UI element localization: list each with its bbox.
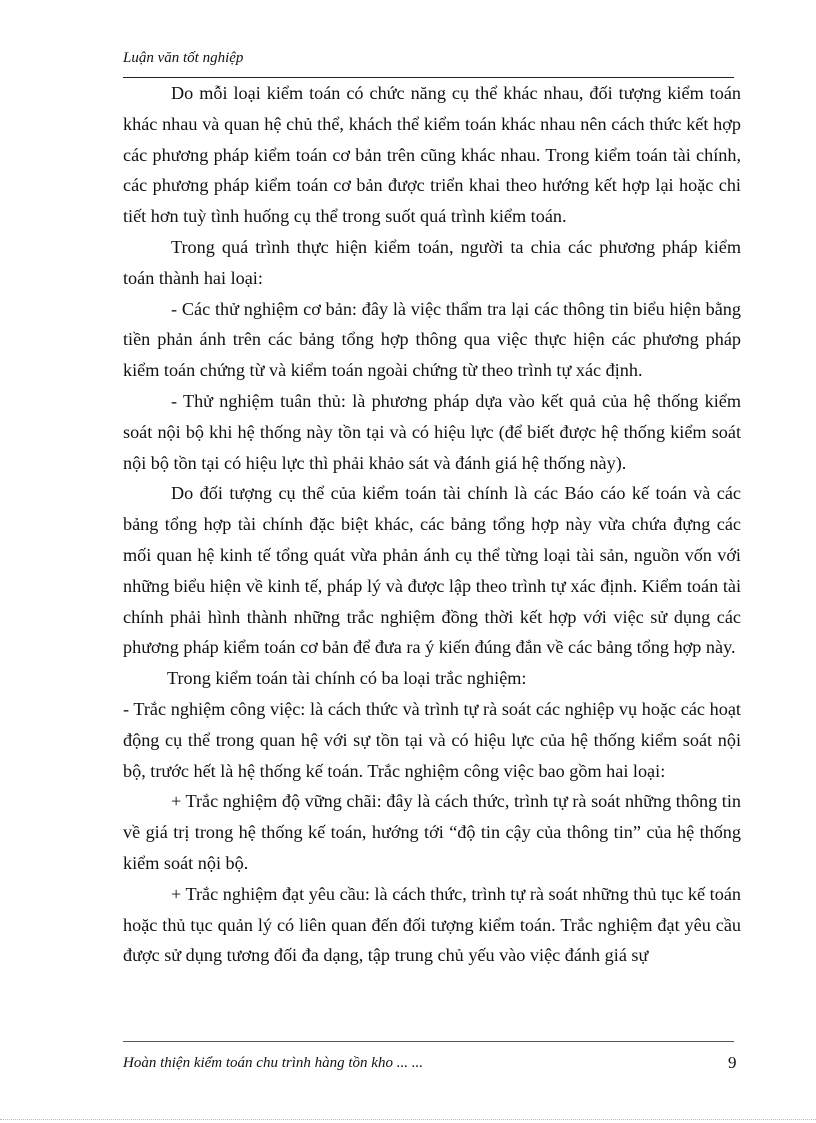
page-bottom-border (0, 1119, 816, 1120)
paragraph-1: Do mỗi loại kiểm toán có chức năng cụ thể khác nhau, đối tượng kiểm toán khác nhau và quan hệ chủ thể, khách thể kiểm toán khác nhau nên cách thức kết hợp các phương pháp kiểm toán cơ bản trên cũng khác nhau. Trong kiểm toán tài chính, các phương pháp kiểm toán cơ bản được triển khai theo hướng kết hợp lại hoặc chi tiết hơn tuỳ tình huống cụ thể trong suốt quá trình kiểm toán. (123, 83, 741, 227)
paragraph-4: - Thử nghiệm tuân thủ: là phương pháp dựa vào kết quả của hệ thống kiểm soát nội bộ khi hệ thống này tồn tại và có hiệu lực (để biết được hệ thống kiểm soát nội bộ tồn tại có hiệu lực thì phải khảo sát và đánh giá hệ thống này). (123, 390, 741, 473)
page-header: Luận văn tốt nghiệp (123, 50, 244, 66)
paragraph-2: Trong quá trình thực hiện kiểm toán, người ta chia các phương pháp kiểm toán thành hai loại: (123, 236, 741, 288)
page-footer: Hoàn thiện kiểm toán chu trình hàng tồn kho ... ... (123, 1055, 423, 1071)
paragraph-7: - Trắc nghiệm công việc: là cách thức và trình tự rà soát các nghiệp vụ hoặc các hoạt động cụ thể trong quan hệ với sự tồn tại và có hiệu lực của hệ thống kiểm soát nội bộ, trước hết là hệ thống kế toán. Trắc nghiệm công việc bao gồm hai loại: (123, 698, 741, 781)
paragraph-6: Trong kiểm toán tài chính có ba loại trắc nghiệm: (167, 668, 527, 689)
footer-divider (123, 1041, 734, 1042)
paragraph-5: Do đối tượng cụ thể của kiểm toán tài chính là các Báo cáo kế toán và các bảng tổng hợp tài chính đặc biệt khác, các bảng tổng hợp này vừa chứa đựng các mối quan hệ kinh tế tổng quát vừa phản ánh cụ thể từng loại tài sản, nguồn vốn với những biểu hiện về kinh tế, pháp lý và được lập theo trình tự xác định. Kiểm toán tài chính phải hình thành những trắc nghiệm đồng thời kết hợp với việc sử dụng các phương pháp kiểm toán cơ bản để đưa ra ý kiến đúng đắn về các bảng tổng hợp này. (123, 483, 741, 658)
paragraph-9: + Trắc nghiệm đạt yêu cầu: là cách thức, trình tự rà soát những thủ tục kế toán hoặc thủ tục quản lý có liên quan đến đối tượng kiểm toán. Trắc nghiệm đạt yêu cầu được sử dụng tương đối đa dạng, tập trung chủ yếu vào việc đánh giá sự (123, 883, 741, 966)
page-number: 9 (728, 1053, 737, 1072)
paragraph-8: + Trắc nghiệm độ vững chãi: đây là cách thức, trình tự rà soát những thông tin về giá trị trong hệ thống kế toán, hướng tới “độ tin cậy của thông tin” của hệ thống kiểm soát nội bộ. (123, 791, 741, 873)
paragraph-3: - Các thử nghiệm cơ bản: đây là việc thẩm tra lại các thông tin biểu hiện bằng tiền phản ánh trên các bảng tổng hợp thông qua việc thực hiện các phương pháp kiểm toán chứng từ và kiểm toán ngoài chứng từ theo trình tự xác định. (123, 298, 741, 381)
document-body (123, 78, 741, 971)
